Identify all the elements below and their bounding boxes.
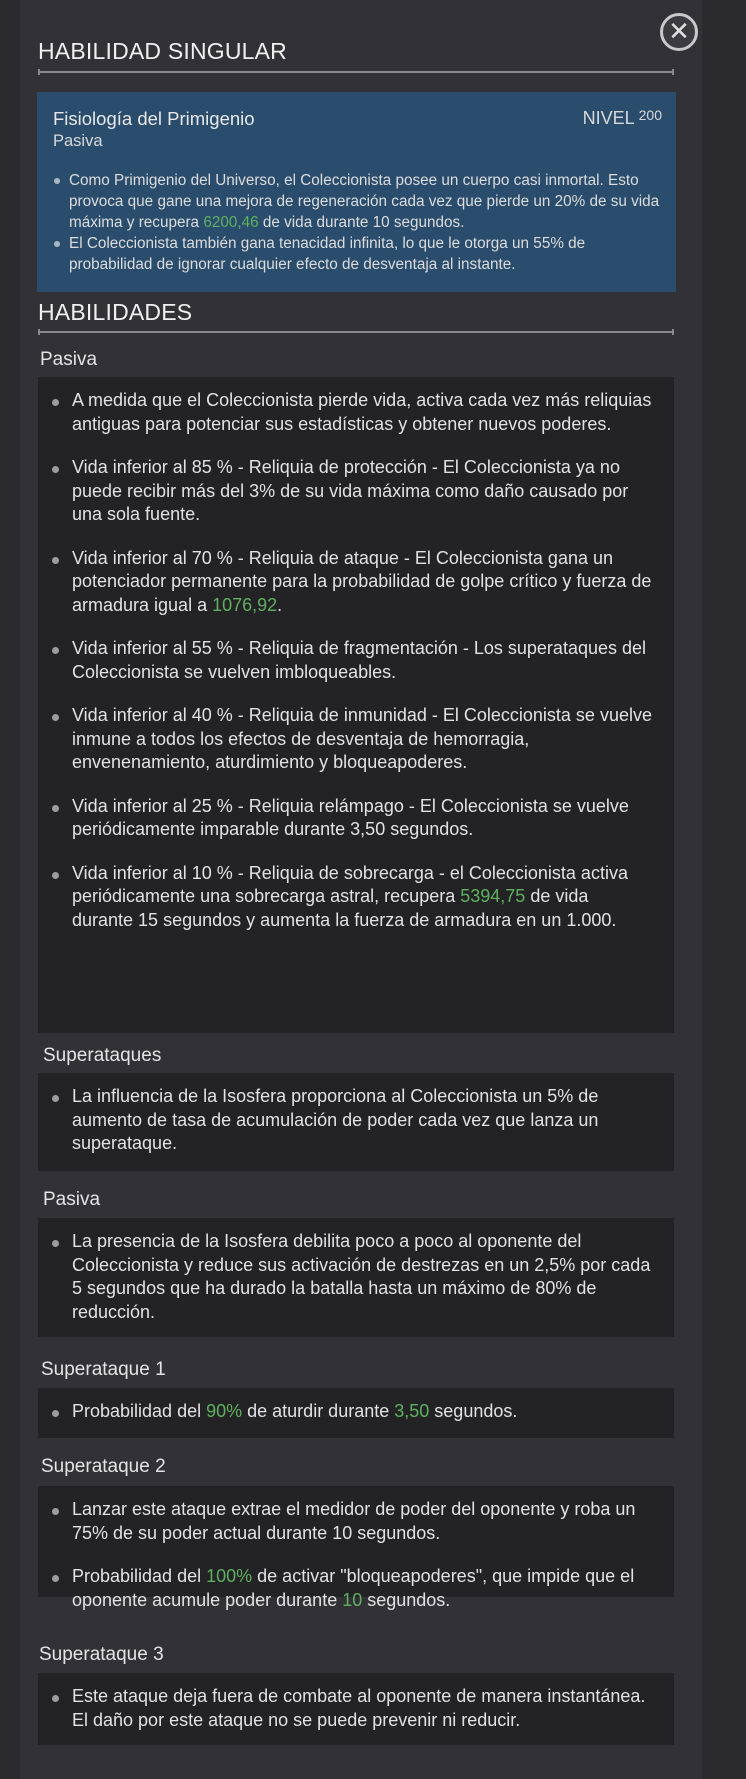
- ability-bullet: [72, 637, 652, 684]
- bullet-text: Vida inferior al 40 % - Reliquia de inmunidad - El Coleccionista se vuelve inmune a todos los efectos de desventaja de hemorragia, envenenamiento, aturdimiento y bloqueapoderes.: [72, 705, 652, 772]
- ability-bullet: [72, 795, 652, 842]
- ability-bullet: [72, 1230, 652, 1324]
- ability-bullet: [72, 704, 652, 775]
- ability-bullet: [72, 1085, 652, 1156]
- ability-bullet: [72, 1498, 652, 1545]
- section-label-superattacks: Superataques: [43, 1045, 162, 1066]
- section-label-passive-2: Pasiva: [43, 1189, 101, 1210]
- bullet-text: segundos.: [429, 1401, 518, 1421]
- ability-bullet: [72, 1400, 652, 1424]
- bullet-text: Vida inferior al 10 % - Reliquia de sobrecarga - el Coleccionista activa periódicamente una sobrecarga astral, recupera: [72, 862, 628, 906]
- highlight-value: 90%: [206, 1401, 243, 1421]
- singular-ability-type: Pasiva: [53, 132, 103, 150]
- bullet-text: Vida inferior al 25 % - Reliquia relámpago - El Coleccionista se vuelve periódicamente imparable durante 3,50 segundos.: [72, 795, 629, 839]
- ability-bullet: [72, 1565, 652, 1612]
- bullet-text: .: [277, 594, 283, 615]
- highlight-value: 3,50: [394, 1401, 430, 1421]
- bullet-text: A medida que el Coleccionista pierde vida, activa cada vez más reliquias antiguas para potenciar sus estadísticas y obtener nuevos poderes.: [72, 390, 652, 434]
- section-label-passive: Pasiva: [40, 349, 98, 370]
- bullet-text: La influencia de la Isosfera proporciona al Coleccionista un 5% de aumento de tasa de acumulación de poder cada vez que lanza un superataque.: [72, 1086, 599, 1153]
- bullet-text: de activar "bloqueapoderes", que impide que el oponente acumule poder durante: [72, 1566, 635, 1610]
- superattack-1-card: [38, 1388, 674, 1438]
- highlight-value: 100%: [206, 1566, 253, 1586]
- highlight-value: 1076,92: [212, 594, 278, 615]
- bullet-text: de vida durante 15 segundos y aumenta la fuerza de armadura en un 1.000.: [72, 886, 617, 930]
- superattack-2-card: [38, 1486, 674, 1610]
- ability-bullet: [72, 1685, 652, 1732]
- ability-bullet: [51, 233, 661, 275]
- bullet-text: El Coleccionista también gana tenacidad infinita, lo que le otorga un 55% de probabilidad de ignorar cualquier efecto de desventaja al instante.: [69, 235, 586, 273]
- highlight-value: 10: [342, 1589, 363, 1610]
- ability-bullet: [51, 170, 661, 233]
- ability-bullet: [72, 456, 652, 527]
- bullet-text: La presencia de la Isosfera debilita poco a poco al oponente del Coleccionista y reduce sus activación de destrezas en un 2,5% por cada 5 segundos que ha durado la batalla hasta un máximo de 80% de reducción.: [72, 1231, 651, 1322]
- passive-card: [38, 377, 674, 1033]
- bullet-text: Probabilidad del: [72, 1401, 207, 1421]
- superattacks-card: [38, 1073, 674, 1171]
- abilities-heading: HABILIDADES: [38, 299, 193, 325]
- singular-ability-name: Fisiología del Primigenio: [53, 108, 255, 129]
- divider: [38, 331, 674, 333]
- bullet-text: Este ataque deja fuera de combate al oponente de manera instantánea. El daño por este ataque no se puede prevenir ni reducir.: [72, 1686, 646, 1730]
- level-value: 200: [638, 107, 662, 123]
- ability-bullet: [72, 389, 652, 436]
- bullet-text: Vida inferior al 70 % - Reliquia de ataque - El Coleccionista gana un potenciador permanente para la probabilidad de golpe crítico y fuerza de armadura igual a: [72, 547, 652, 615]
- bullet-text: Vida inferior al 85 % - Reliquia de protección - El Coleccionista ya no puede recibir más del 3% de su vida máxima como daño causado por una sola fuente.: [72, 457, 629, 524]
- level-indicator: [583, 108, 662, 129]
- singular-ability-card: [37, 92, 676, 292]
- bullet-text: Probabilidad del: [72, 1566, 207, 1586]
- level-label: NIVEL: [582, 108, 635, 128]
- close-button[interactable]: [660, 13, 698, 51]
- bullet-text: Lanzar este ataque extrae el medidor de poder del oponente y roba un 75% de su poder actual durante 10 segundos.: [72, 1499, 636, 1543]
- section-label-superattack-1: Superataque 1: [41, 1359, 166, 1380]
- section-label-superattack-2: Superataque 2: [41, 1456, 166, 1477]
- ability-bullet: [72, 862, 652, 933]
- divider: [38, 71, 674, 73]
- bullet-text: Vida inferior al 55 % - Reliquia de fragmentación - Los superataques del Coleccionista se vuelven imbloqueables.: [72, 638, 647, 682]
- bullet-text: de aturdir durante: [242, 1401, 395, 1421]
- passive-2-card: [38, 1218, 674, 1337]
- ability-bullet: [72, 547, 652, 618]
- bullet-text: Como Primigenio del Universo, el Coleccionista posee un cuerpo casi inmortal. Esto provoca que gane una mejora de regeneración cada vez que pierde un 20% de su vida máxima y recupera: [69, 172, 660, 231]
- highlight-value: 5394,75: [460, 886, 526, 906]
- highlight-value: 6200,46: [203, 214, 259, 231]
- section-label-superattack-3: Superataque 3: [39, 1644, 164, 1665]
- bullet-text: de vida durante 10 segundos.: [258, 214, 465, 231]
- singular-heading: HABILIDAD SINGULAR: [38, 38, 287, 64]
- singular-description-list: [51, 170, 661, 275]
- superattack-3-card: [38, 1673, 674, 1745]
- bullet-text: segundos.: [362, 1589, 451, 1610]
- close-icon: ✕: [668, 17, 690, 47]
